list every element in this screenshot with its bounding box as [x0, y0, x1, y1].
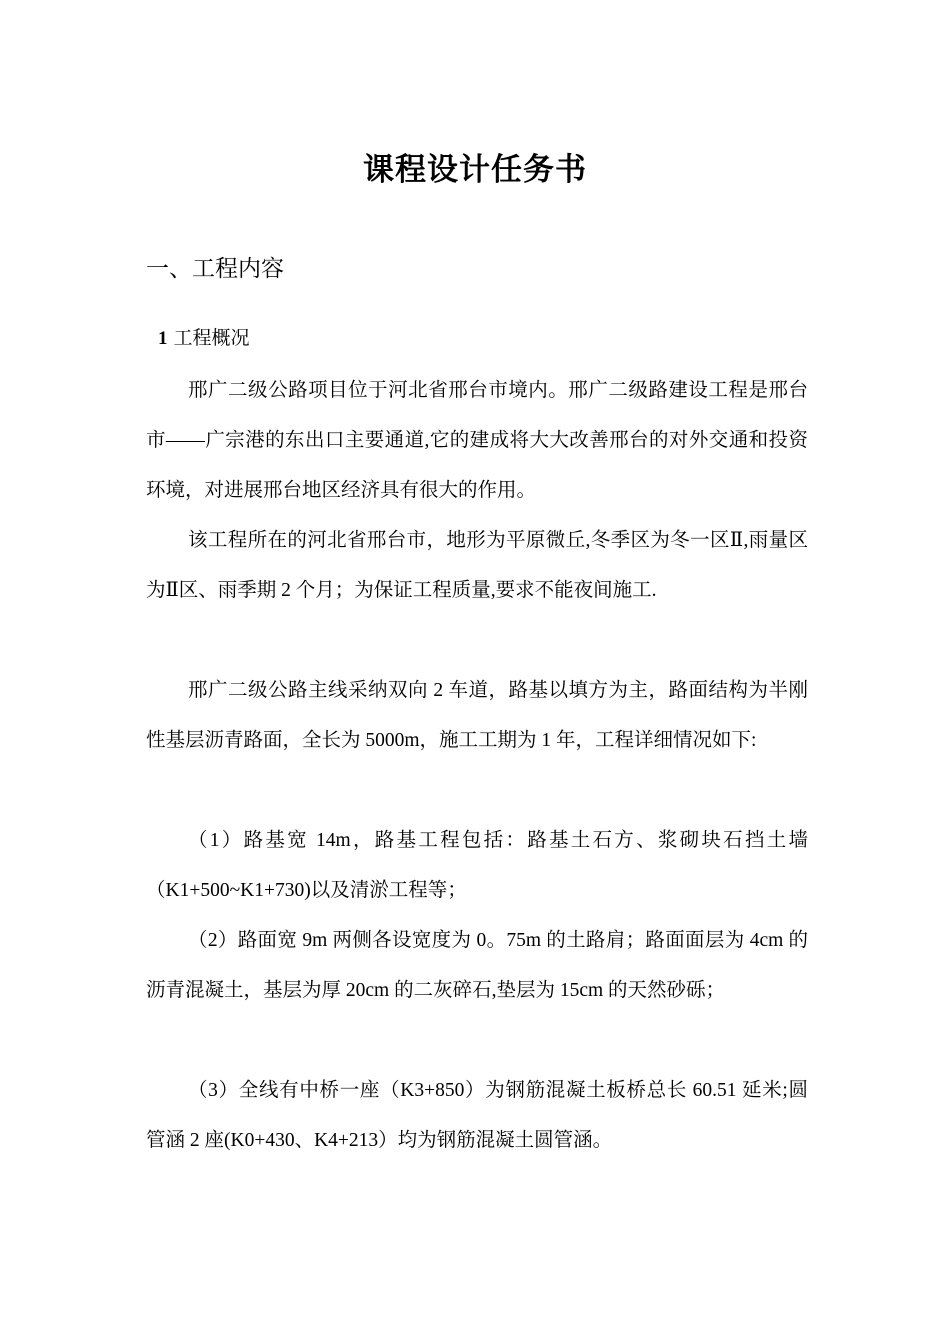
- paragraph: （3）全线有中桥一座（K3+850）为钢筋混凝土板桥总长 60.51 延米;圆管涵 2 座(K0+430、K4+213）均为钢筋混凝土圆管涵。: [146, 1080, 808, 1151]
- subsection-label: 工程概况: [173, 327, 250, 349]
- paragraph: 邢广二级公路主线采纳双向 2 车道，路基以填方为主，路面结构为半刚性基层沥青路面，全长为 5000m，施工工期为 1 年，工程详细情况如下:: [146, 680, 808, 751]
- subsection-heading: [158, 324, 250, 353]
- subsection-number: 1: [158, 328, 168, 349]
- paragraph: （1）路基宽 14m，路基工程包括：路基土石方、浆砌块石挡土墙（K1+500~K1+730)以及清淤工程等；: [146, 830, 808, 901]
- paragraph: 该工程所在的河北省邢台市，地形为平原微丘,冬季区为冬一区Ⅱ,雨量区为Ⅱ区、雨季期 2 个月；为保证工程质量,要求不能夜间施工.: [146, 530, 808, 601]
- paragraph: （2）路面宽 9m 两侧各设宽度为 0。75m 的土路肩；路面面层为 4cm 的沥青混凝土，基层为厚 20cm 的二灰碎石,垫层为 15cm 的天然砂砾；: [146, 930, 808, 1001]
- section-heading: 一、工程内容: [146, 256, 284, 282]
- document-title: 课程设计任务书: [363, 152, 587, 188]
- paragraph: 邢广二级公路项目位于河北省邢台市境内。邢广二级路建设工程是邢台市——广宗港的东出口主要通道,它的建成将大大改善邢台的对外交通和投资环境，对进展邢台地区经济具有很大的作用。: [146, 380, 808, 501]
